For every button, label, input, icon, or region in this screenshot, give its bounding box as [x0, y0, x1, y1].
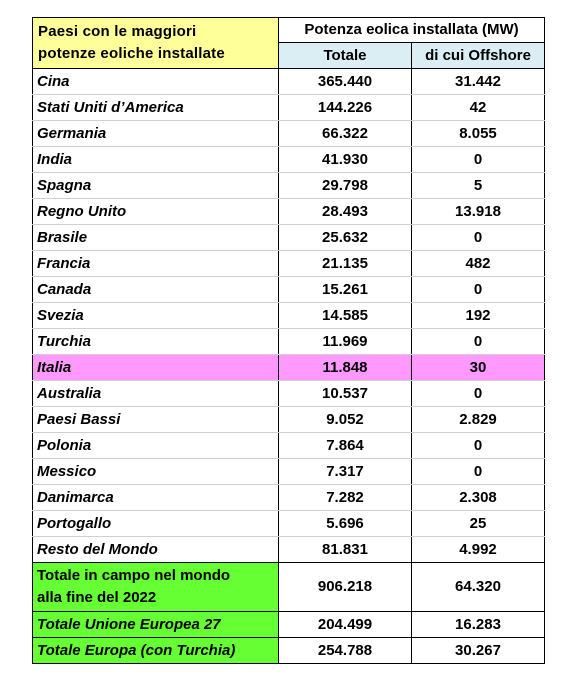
- country-row: [33, 511, 545, 537]
- header-col-offshore: di cui Offshore: [412, 43, 545, 69]
- country-offshore: 0: [412, 433, 545, 459]
- country-name: Canada: [33, 277, 279, 303]
- total-europe-offshore: 30.267: [412, 638, 545, 664]
- country-total: 5.696: [279, 511, 412, 537]
- country-row: [33, 147, 545, 173]
- country-total: 7.864: [279, 433, 412, 459]
- country-name: Italia: [33, 355, 279, 381]
- country-total: 7.317: [279, 459, 412, 485]
- total-world-label-line2: alla fine del 2022: [37, 589, 157, 606]
- table-body: [33, 69, 545, 563]
- country-offshore: 0: [412, 329, 545, 355]
- country-total: 11.969: [279, 329, 412, 355]
- total-world-offshore: 64.320: [412, 563, 545, 612]
- country-row: [33, 225, 545, 251]
- country-row: [33, 459, 545, 485]
- country-name: Polonia: [33, 433, 279, 459]
- total-eu27-label: Totale Unione Europea 27: [33, 612, 279, 638]
- total-world-label-line1: Totale in campo nel mondo: [37, 567, 231, 584]
- country-total: 21.135: [279, 251, 412, 277]
- country-offshore: 5: [412, 173, 545, 199]
- country-offshore: 0: [412, 225, 545, 251]
- country-total: 66.322: [279, 121, 412, 147]
- country-offshore: 0: [412, 277, 545, 303]
- header-group-title: Potenza eolica installata (MW): [279, 18, 545, 43]
- country-row: [33, 95, 545, 121]
- country-row: [33, 277, 545, 303]
- country-total: 14.585: [279, 303, 412, 329]
- country-offshore: 0: [412, 147, 545, 173]
- wind-power-table: [32, 17, 545, 664]
- country-offshore: 42: [412, 95, 545, 121]
- country-row: [33, 121, 545, 147]
- country-total: 28.493: [279, 199, 412, 225]
- table-container: [32, 17, 545, 664]
- country-row: [33, 537, 545, 563]
- country-name: Danimarca: [33, 485, 279, 511]
- country-total: 15.261: [279, 277, 412, 303]
- country-row: [33, 69, 545, 95]
- country-row: [33, 329, 545, 355]
- country-total: 7.282: [279, 485, 412, 511]
- country-name: Resto del Mondo: [33, 537, 279, 563]
- total-world-label: [33, 563, 279, 612]
- header-row-top: [33, 18, 545, 43]
- country-total: 144.226: [279, 95, 412, 121]
- country-name: Paesi Bassi: [33, 407, 279, 433]
- country-total: 10.537: [279, 381, 412, 407]
- country-row: [33, 173, 545, 199]
- country-total: 41.930: [279, 147, 412, 173]
- country-name: Germania: [33, 121, 279, 147]
- country-offshore: 13.918: [412, 199, 545, 225]
- country-name: Portogallo: [33, 511, 279, 537]
- total-europe-value: 254.788: [279, 638, 412, 664]
- country-name: Messico: [33, 459, 279, 485]
- country-name: Spagna: [33, 173, 279, 199]
- total-europe-row: [33, 638, 545, 664]
- country-offshore: 4.992: [412, 537, 545, 563]
- country-row: [33, 303, 545, 329]
- header-countries-line1: Paesi con le maggiori: [38, 23, 197, 40]
- total-world-row: [33, 563, 545, 612]
- country-total: 25.632: [279, 225, 412, 251]
- header-countries-line2: potenze eoliche installate: [38, 45, 225, 62]
- header-col-total: Totale: [279, 43, 412, 69]
- country-name: Regno Unito: [33, 199, 279, 225]
- country-offshore: 31.442: [412, 69, 545, 95]
- header-countries-cell: [33, 18, 279, 69]
- country-offshore: 25: [412, 511, 545, 537]
- table-totals: [33, 563, 545, 664]
- country-row: [33, 355, 545, 381]
- country-row: [33, 251, 545, 277]
- country-name: Svezia: [33, 303, 279, 329]
- total-eu27-row: [33, 612, 545, 638]
- country-offshore: 2.308: [412, 485, 545, 511]
- country-row: [33, 199, 545, 225]
- country-total: 29.798: [279, 173, 412, 199]
- country-offshore: 192: [412, 303, 545, 329]
- country-name: Stati Uniti d’America: [33, 95, 279, 121]
- country-row: [33, 381, 545, 407]
- country-total: 81.831: [279, 537, 412, 563]
- country-name: Francia: [33, 251, 279, 277]
- country-name: Turchia: [33, 329, 279, 355]
- total-europe-label: Totale Europa (con Turchia): [33, 638, 279, 664]
- country-offshore: 8.055: [412, 121, 545, 147]
- country-row: [33, 485, 545, 511]
- country-total: 365.440: [279, 69, 412, 95]
- country-name: India: [33, 147, 279, 173]
- country-offshore: 482: [412, 251, 545, 277]
- country-name: Australia: [33, 381, 279, 407]
- country-name: Cina: [33, 69, 279, 95]
- country-offshore: 0: [412, 459, 545, 485]
- country-offshore: 2.829: [412, 407, 545, 433]
- country-row: [33, 433, 545, 459]
- total-eu27-offshore: 16.283: [412, 612, 545, 638]
- country-row: [33, 407, 545, 433]
- country-name: Brasile: [33, 225, 279, 251]
- total-world-value: 906.218: [279, 563, 412, 612]
- country-offshore: 0: [412, 381, 545, 407]
- country-total: 11.848: [279, 355, 412, 381]
- country-offshore: 30: [412, 355, 545, 381]
- total-eu27-value: 204.499: [279, 612, 412, 638]
- country-total: 9.052: [279, 407, 412, 433]
